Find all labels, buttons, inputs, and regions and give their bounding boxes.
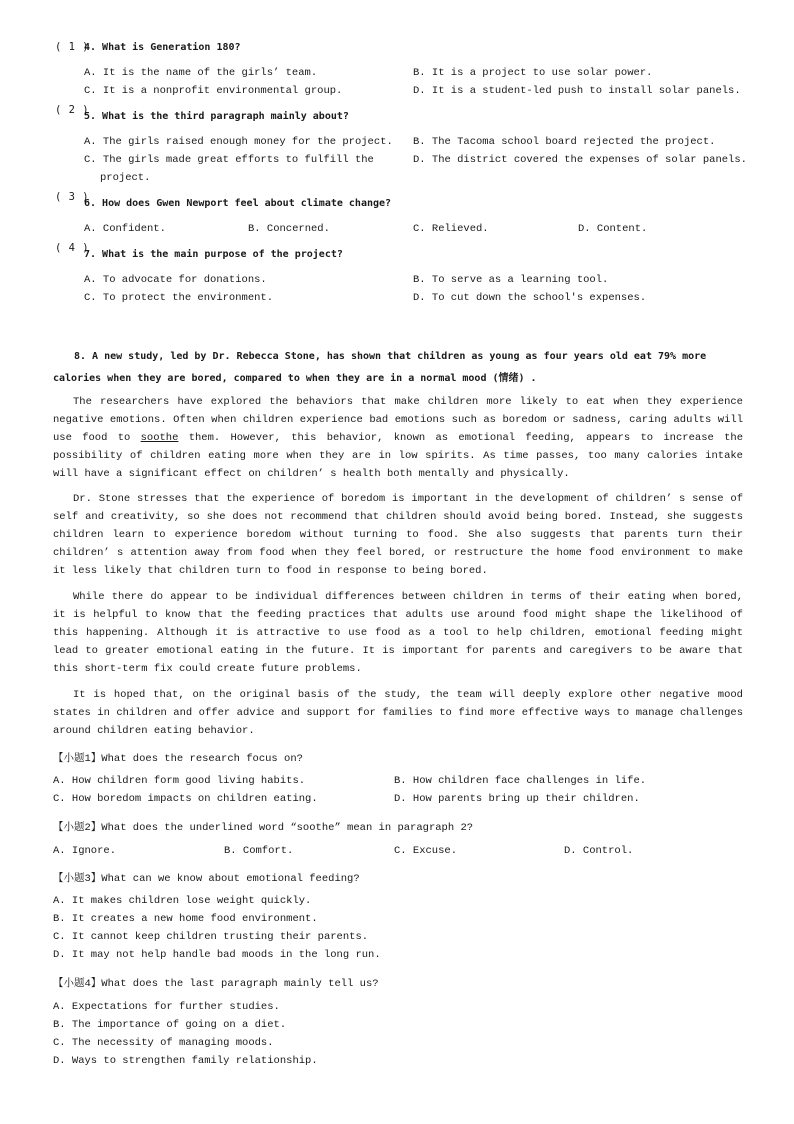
subquestion-label: 【小题3】What can we know about emotional feeding? <box>53 873 360 885</box>
passage-paragraph-4: It is hoped that, on the original basis of the study, the team will deeply explore other negative mood states in children and offer advice and support for families to find more effective ways to manage challenges around children eating behavior. <box>53 689 743 737</box>
option-d: D. To cut down the school's expenses. <box>413 292 647 304</box>
subquestion-label: 【小题4】What does the last paragraph mainly tell us? <box>53 978 379 990</box>
option-c: C. The girls made great efforts to fulfill the <box>84 154 374 166</box>
paragraph-text: them. However, this behavior, known as emotional feeding, appears to increase the possibility of children eating more when they are in low spirits. As time passes, too many calories intake will have a significant effect on children’ s health both mentally and physically. <box>53 432 743 480</box>
paragraph-text: The researchers have explored the behaviors that make children more likely to eat when they experience negative emotions. Often when children experience bad emotions such as boredom or sadness, caring adults will use food to <box>53 396 743 444</box>
option-c-continued: project. <box>100 172 151 184</box>
question-number: ( 2 ) <box>55 104 90 116</box>
option-a: A. It is the name of the girls’ team. <box>84 67 318 79</box>
option-d: D. It is a student-led push to install solar panels. <box>413 85 741 97</box>
subquestion-label: 【小题1】What does the research focus on? <box>53 753 303 765</box>
passage-paragraph-3: While there do appear to be individual differences between children in terms of their eating when bored, it is helpful to know that the feeding practices that adults use around food might shape the likelihood of this happening. Although it is attractive to use food as a tool to help children, emotional feeding might lead to greater emotional eating in the future. It is important for parents and caregivers to be aware that this short-term fix could create future problems. <box>53 591 743 675</box>
option-b: B. It is a project to use solar power. <box>413 67 653 79</box>
question-number: ( 1 ) <box>55 41 90 53</box>
question-number: ( 3 ) <box>55 191 90 203</box>
passage-intro-line-2: calories when they are bored, compared to when they are in a normal mood (情绪) . <box>53 373 537 384</box>
option-c: C. How boredom impacts on children eating. <box>53 793 318 805</box>
option-b: B. How children face challenges in life. <box>394 775 647 787</box>
option-b: B. Concerned. <box>248 223 330 235</box>
option-b: B. The Tacoma school board rejected the project. <box>413 136 716 148</box>
underlined-word: soothe <box>140 432 179 444</box>
option-b: B. It creates a new home food environment. <box>53 913 318 925</box>
option-c: C. To protect the environment. <box>84 292 274 304</box>
question-text: 6. How does Gwen Newport feel about climate change? <box>84 198 392 209</box>
option-c: C. Excuse. <box>394 845 458 857</box>
option-b: B. To serve as a learning tool. <box>413 274 609 286</box>
option-a: A. How children form good living habits. <box>53 775 306 787</box>
option-a: A. The girls raised enough money for the project. <box>84 136 393 148</box>
option-a: A. Ignore. <box>53 845 117 857</box>
passage-paragraph-1 <box>53 393 743 483</box>
option-d: D. Control. <box>564 845 634 857</box>
option-d: D. It may not help handle bad moods in the long run. <box>53 949 381 961</box>
option-a: A. Confident. <box>84 223 166 235</box>
question-text: 4. What is Generation 180? <box>84 42 241 53</box>
question-text: 7. What is the main purpose of the project? <box>84 249 343 260</box>
option-a: A. Expectations for further studies. <box>53 1001 280 1013</box>
option-c: C. It is a nonprofit environmental group. <box>84 85 343 97</box>
passage-intro-line-1: 8. A new study, led by Dr. Rebecca Stone, has shown that children as young as four years old eat 79% more <box>74 351 707 362</box>
option-d: D. The district covered the expenses of solar panels. <box>413 154 747 166</box>
option-d: D. Ways to strengthen family relationship. <box>53 1055 318 1067</box>
passage-paragraph-2: Dr. Stone stresses that the experience of boredom is important in the development of children’ s sense of self and creativity, so she does not recommend that children should avoid being bored. Instead, she suggests children learn to experience boredom without turning to food. She also suggests that parents turn their children’ s attention away from food when they feel bored, or restructure the home food environment to make it less likely that children turn to food in response to being bored. <box>53 493 743 577</box>
option-b: B. Comfort. <box>224 845 294 857</box>
option-d: D. How parents bring up their children. <box>394 793 640 805</box>
question-text: 5. What is the third paragraph mainly about? <box>84 111 349 122</box>
option-b: B. The importance of going on a diet. <box>53 1019 287 1031</box>
option-d: D. Content. <box>578 223 648 235</box>
option-c: C. The necessity of managing moods. <box>53 1037 274 1049</box>
question-number: ( 4 ) <box>55 242 90 254</box>
subquestion-label: 【小题2】What does the underlined word “soothe” mean in paragraph 2? <box>53 822 474 834</box>
option-a: A. To advocate for donations. <box>84 274 267 286</box>
option-c: C. Relieved. <box>413 223 489 235</box>
option-a: A. It makes children lose weight quickly. <box>53 895 312 907</box>
option-c: C. It cannot keep children trusting their parents. <box>53 931 369 943</box>
